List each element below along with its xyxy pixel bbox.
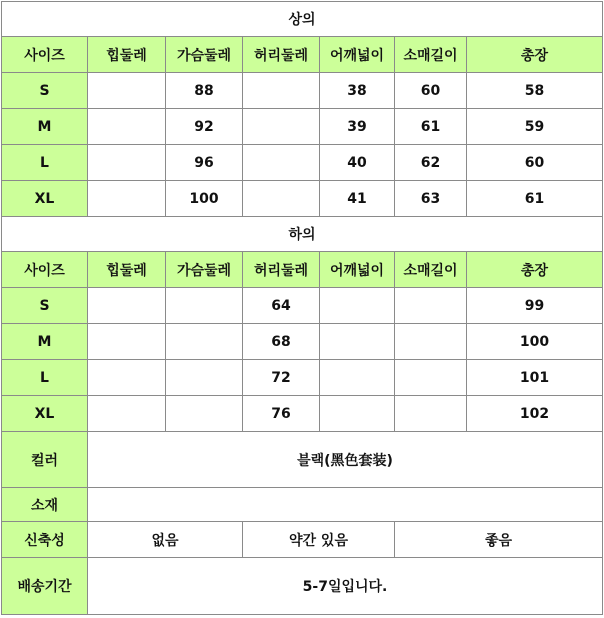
tops-hip-cell: [88, 73, 166, 109]
bottoms-sleeve-cell: [395, 396, 467, 432]
bottoms-chest-cell: [166, 360, 243, 396]
size-chart-table: [1, 1, 603, 615]
tops-section-title: 상의: [2, 2, 603, 37]
bottoms-header-hip: 힙둘레: [88, 252, 166, 288]
bottoms-size-label: XL: [2, 396, 88, 432]
color-label: 컬러: [2, 432, 88, 488]
color-value: 블랙(黑色套装): [88, 432, 603, 488]
tops-size-label: M: [2, 109, 88, 145]
bottoms-shoulder-cell: [320, 324, 395, 360]
tops-length-cell: 61: [467, 181, 603, 217]
bottoms-header-chest: 가슴둘레: [166, 252, 243, 288]
shipping-row: [2, 558, 603, 615]
bottoms-chest-cell: [166, 288, 243, 324]
tops-header-waist: 허리둘레: [243, 37, 320, 73]
bottoms-header-sleeve: 소매길이: [395, 252, 467, 288]
stretch-row: [2, 522, 603, 558]
bottoms-hip-cell: [88, 360, 166, 396]
tops-header-row: [2, 37, 603, 73]
bottoms-chest-cell: [166, 396, 243, 432]
bottoms-header-length: 총장: [467, 252, 603, 288]
bottoms-hip-cell: [88, 396, 166, 432]
tops-sleeve-cell: 63: [395, 181, 467, 217]
tops-sleeve-cell: 62: [395, 145, 467, 181]
bottoms-chest-cell: [166, 324, 243, 360]
tops-header-shoulder: 어깨넓이: [320, 37, 395, 73]
bottoms-hip-cell: [88, 324, 166, 360]
tops-size-label: L: [2, 145, 88, 181]
bottoms-size-label: L: [2, 360, 88, 396]
bottoms-hip-cell: [88, 288, 166, 324]
bottoms-length-cell: 102: [467, 396, 603, 432]
bottoms-header-waist: 허리둘레: [243, 252, 320, 288]
tops-waist-cell: [243, 109, 320, 145]
tops-size-label: XL: [2, 181, 88, 217]
tops-hip-cell: [88, 181, 166, 217]
tops-row-m: [2, 109, 603, 145]
bottoms-section-title: 하의: [2, 217, 603, 252]
bottoms-header-row: [2, 252, 603, 288]
bottoms-size-label: M: [2, 324, 88, 360]
bottoms-sleeve-cell: [395, 288, 467, 324]
bottoms-sleeve-cell: [395, 360, 467, 396]
tops-sleeve-cell: 61: [395, 109, 467, 145]
tops-header-size: 사이즈: [2, 37, 88, 73]
bottoms-length-cell: 100: [467, 324, 603, 360]
bottoms-size-label: S: [2, 288, 88, 324]
bottoms-length-cell: 99: [467, 288, 603, 324]
bottoms-header-shoulder: 어깨넓이: [320, 252, 395, 288]
material-value: [88, 488, 603, 522]
tops-shoulder-cell: 40: [320, 145, 395, 181]
tops-shoulder-cell: 38: [320, 73, 395, 109]
tops-sleeve-cell: 60: [395, 73, 467, 109]
tops-waist-cell: [243, 181, 320, 217]
bottoms-waist-cell: 64: [243, 288, 320, 324]
tops-size-label: S: [2, 73, 88, 109]
tops-chest-cell: 100: [166, 181, 243, 217]
tops-row-s: [2, 73, 603, 109]
tops-chest-cell: 92: [166, 109, 243, 145]
material-label: 소재: [2, 488, 88, 522]
tops-header-hip: 힙둘레: [88, 37, 166, 73]
stretch-option-none: 없음: [88, 522, 243, 558]
bottoms-shoulder-cell: [320, 360, 395, 396]
bottoms-row-xl: [2, 396, 603, 432]
bottoms-row-s: [2, 288, 603, 324]
bottoms-row-m: [2, 324, 603, 360]
bottoms-waist-cell: 76: [243, 396, 320, 432]
tops-length-cell: 59: [467, 109, 603, 145]
shipping-label: 배송기간: [2, 558, 88, 615]
bottoms-row-l: [2, 360, 603, 396]
tops-row-xl: [2, 181, 603, 217]
tops-waist-cell: [243, 73, 320, 109]
color-row: [2, 432, 603, 488]
stretch-option-some: 약간 있음: [243, 522, 395, 558]
tops-header-length: 총장: [467, 37, 603, 73]
tops-row-l: [2, 145, 603, 181]
material-row: [2, 488, 603, 522]
shipping-value: 5-7일입니다.: [88, 558, 603, 615]
bottoms-length-cell: 101: [467, 360, 603, 396]
bottoms-sleeve-cell: [395, 324, 467, 360]
stretch-label: 신축성: [2, 522, 88, 558]
bottoms-shoulder-cell: [320, 288, 395, 324]
tops-header-sleeve: 소매길이: [395, 37, 467, 73]
tops-chest-cell: 88: [166, 73, 243, 109]
tops-shoulder-cell: 41: [320, 181, 395, 217]
bottoms-waist-cell: 72: [243, 360, 320, 396]
bottoms-waist-cell: 68: [243, 324, 320, 360]
stretch-option-good: 좋음: [395, 522, 603, 558]
tops-length-cell: 60: [467, 145, 603, 181]
tops-header-chest: 가슴둘레: [166, 37, 243, 73]
tops-chest-cell: 96: [166, 145, 243, 181]
tops-hip-cell: [88, 109, 166, 145]
bottoms-shoulder-cell: [320, 396, 395, 432]
tops-waist-cell: [243, 145, 320, 181]
tops-shoulder-cell: 39: [320, 109, 395, 145]
bottoms-header-size: 사이즈: [2, 252, 88, 288]
tops-length-cell: 58: [467, 73, 603, 109]
tops-hip-cell: [88, 145, 166, 181]
